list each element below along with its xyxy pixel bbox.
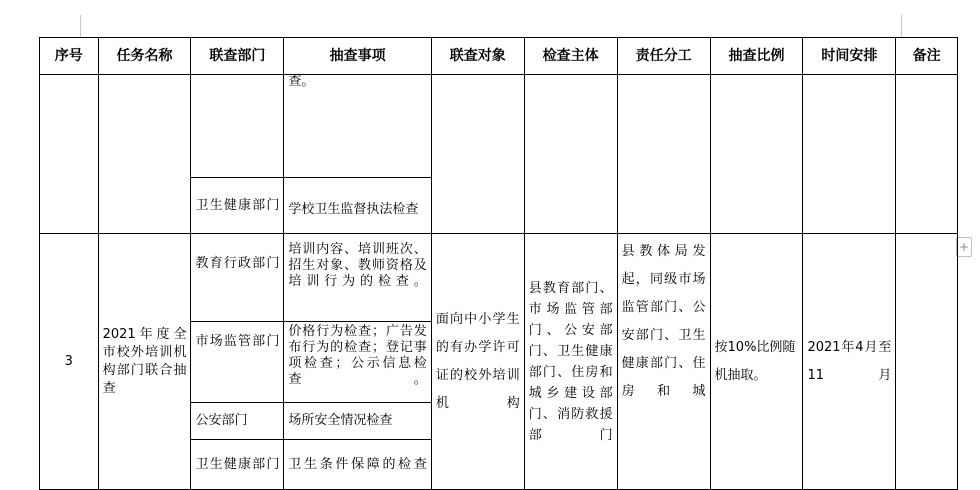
- header-cell: 抽查比例: [710, 38, 803, 75]
- subject-cell: [524, 75, 617, 234]
- item-cell: 场所安全情况检查: [284, 403, 431, 440]
- subject-cell: 县教育部门、市场监管部门、公安部门、卫生健康部门、住房和城乡建设部门、消防救援部门: [524, 234, 617, 490]
- table-row: [40, 75, 958, 178]
- remark-cell: [896, 75, 958, 234]
- ratio-cell: 按10%比例随机抽取。: [710, 234, 803, 490]
- task-cell: 2021年度全市校外培训机构部门联合抽查: [98, 234, 191, 490]
- item-cell: 查。: [284, 75, 431, 178]
- header-row: [40, 38, 958, 75]
- schedule-cell: 2021年4月至11月: [803, 234, 896, 490]
- item-cell: 价格行为检查；广告发布行为的检查；登记事项检查；公示信息检查。: [284, 322, 431, 403]
- header-cell: 备注: [896, 38, 958, 75]
- seq-cell: [40, 75, 99, 234]
- ratio-cell: [710, 75, 803, 234]
- header-cell: 时间安排: [803, 38, 896, 75]
- schedule-cell: [803, 75, 896, 234]
- item-cell: 培训内容、培训班次、招生对象、教师资格及培训行为的检查。: [284, 234, 431, 322]
- page-corner-mark-left: [80, 15, 81, 37]
- target-cell: 面向中小学生的有办学许可证的校外培训机构: [431, 234, 524, 490]
- dept-cell: 公安部门: [191, 403, 284, 440]
- header-cell: 任务名称: [98, 38, 191, 75]
- target-cell: [431, 75, 524, 234]
- duty-cell: [617, 75, 710, 234]
- dept-cell: 卫生健康部门: [191, 440, 284, 490]
- header-cell: 抽查事项: [284, 38, 431, 75]
- header-cell: 联查对象: [431, 38, 524, 75]
- item-cell: 学校卫生监督执法检查: [284, 178, 431, 234]
- dept-cell: 市场监管部门: [191, 322, 284, 403]
- header-cell: 责任分工: [617, 38, 710, 75]
- remark-cell: [896, 234, 958, 490]
- dept-cell: 教育行政部门: [191, 234, 284, 322]
- plus-icon[interactable]: +: [956, 237, 972, 257]
- duty-cell: 县教体局发起，同级市场监管部门、公安部门、卫生健康部门、住房和城: [617, 234, 710, 490]
- item-cell: 卫生条件保障的检查: [284, 440, 431, 490]
- dept-cell: [191, 75, 284, 178]
- task-cell: [98, 75, 191, 234]
- table-row: [40, 234, 958, 322]
- header-cell: 序号: [40, 38, 99, 75]
- seq-cell: 3: [40, 234, 99, 490]
- page-corner-mark-right: [901, 15, 902, 37]
- dept-cell: 卫生健康部门: [191, 178, 284, 234]
- inspection-table: [39, 37, 958, 490]
- header-cell: 联查部门: [191, 38, 284, 75]
- header-cell: 检查主体: [524, 38, 617, 75]
